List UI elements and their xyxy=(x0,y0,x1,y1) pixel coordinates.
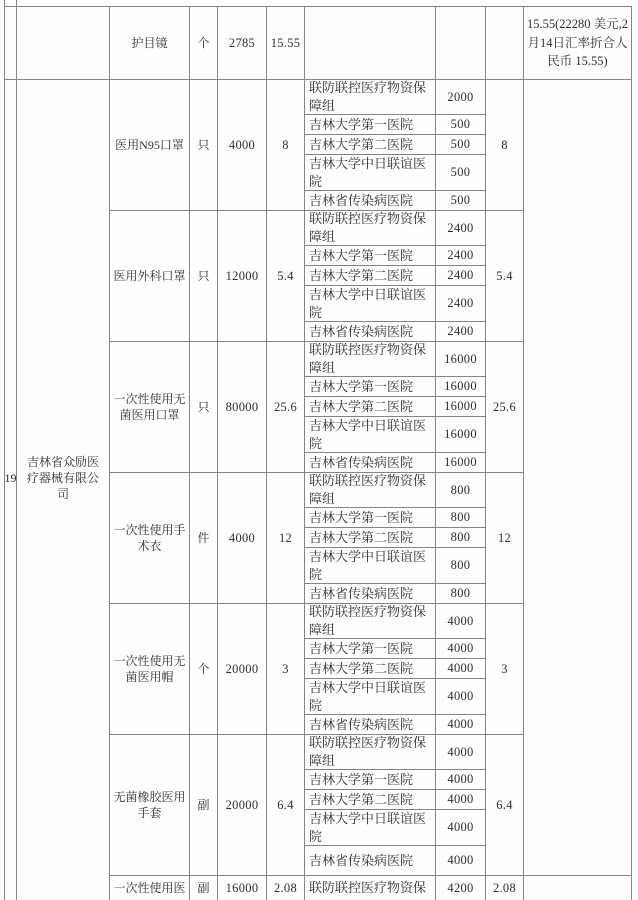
recipient-cell: 联防联控医疗物资保障组 xyxy=(305,604,436,639)
unit-price2-cell: 12 xyxy=(486,473,524,604)
recipient-cell: 吉林省传染病医院 xyxy=(305,584,436,604)
recipient-cell: 吉林省传染病医院 xyxy=(305,322,436,342)
allocation-amount-cell: 4000 xyxy=(436,770,486,790)
note-cell xyxy=(524,80,632,876)
recipient-cell: 联防联控医疗物资保障组 xyxy=(305,473,436,508)
allocation-amount-cell: 4000 xyxy=(436,679,486,715)
allocation-amount-cell: 16000 xyxy=(436,453,486,473)
unit-cell: 个 xyxy=(190,6,218,80)
recipient-cell: 吉林省传染病医院 xyxy=(305,453,436,473)
item-cell: 一次性使用医 xyxy=(110,876,190,900)
allocation-amount-cell: 800 xyxy=(436,473,486,508)
allocation-amount-cell: 800 xyxy=(436,584,486,604)
allocation-amount-cell: 2400 xyxy=(436,246,486,266)
unit-price2-cell: 5.4 xyxy=(486,211,524,342)
recipient-cell: 联防联控医疗物资保障组 xyxy=(305,342,436,377)
unit-price2-cell: 25.6 xyxy=(486,342,524,473)
recipient-cell: 吉林大学中日联谊医院 xyxy=(305,548,436,584)
allocation-amount-cell: 4000 xyxy=(436,846,486,876)
allocation-amount-cell: 500 xyxy=(436,115,486,135)
allocation-amount-cell: 2400 xyxy=(436,322,486,342)
item-cell: 医用N95口罩 xyxy=(110,80,190,211)
unit-price-cell: 12 xyxy=(267,473,305,604)
allocation-amount-cell: 500 xyxy=(436,155,486,191)
recipient-cell: 吉林大学中日联谊医院 xyxy=(305,155,436,191)
recipient-cell: 吉林大学第一医院 xyxy=(305,639,436,659)
unit-price2-cell: 3 xyxy=(486,604,524,735)
recipient-cell: 吉林大学第二医院 xyxy=(305,528,436,548)
row-number-cell: 19 xyxy=(4,80,17,900)
unit-cell: 副 xyxy=(190,735,218,876)
allocation-amount-cell: 800 xyxy=(436,548,486,584)
recipient-cell: 吉林大学第二医院 xyxy=(305,790,436,810)
item-cell: 一次性使用手术衣 xyxy=(110,473,190,604)
note-cell: 15.55(22280 美元,2月14日汇率折合人民币 15.55) xyxy=(524,6,632,80)
recipient-cell: 吉林大学中日联谊医院 xyxy=(305,679,436,715)
allocation-amount-cell: 2400 xyxy=(436,266,486,286)
recipient-cell: 吉林大学第一医院 xyxy=(305,246,436,266)
recipient-cell: 吉林大学第一医院 xyxy=(305,377,436,397)
item-cell: 无菌橡胶医用手套 xyxy=(110,735,190,876)
allocation-amount-cell: 4000 xyxy=(436,735,486,770)
recipient-cell: 联防联控医疗物资保障组 xyxy=(305,735,436,770)
quantity-cell: 2785 xyxy=(218,6,267,80)
allocation-amount-cell: 4000 xyxy=(436,715,486,735)
allocation-amount-cell: 2400 xyxy=(436,286,486,322)
allocation-amount-cell: 4000 xyxy=(436,604,486,639)
allocation-amount-cell: 2400 xyxy=(436,211,486,246)
allocation-amount-cell: 16000 xyxy=(436,397,486,417)
recipient-cell: 联防联控医疗物资保 xyxy=(305,876,436,900)
allocation-amount-cell: 800 xyxy=(436,508,486,528)
allocation-amount-cell: 500 xyxy=(436,191,486,211)
item-cell: 一次性使用无菌医用口罩 xyxy=(110,342,190,473)
allocation-amount-cell: 800 xyxy=(436,528,486,548)
unit-price-cell: 3 xyxy=(267,604,305,735)
unit-price-cell: 5.4 xyxy=(267,211,305,342)
allocation-amount-cell: 2000 xyxy=(436,80,486,115)
unit-price-cell: 2.08 xyxy=(267,876,305,900)
recipient-cell: 吉林大学第一医院 xyxy=(305,115,436,135)
unit-price-cell: 6.4 xyxy=(267,735,305,876)
allocation-amount-cell: 16000 xyxy=(436,377,486,397)
unit-price-cell: 8 xyxy=(267,80,305,211)
recipient-cell: 联防联控医疗物资保障组 xyxy=(305,80,436,115)
allocation-amount-cell: 4000 xyxy=(436,790,486,810)
item-cell: 医用外科口罩 xyxy=(110,211,190,342)
recipient-cell: 联防联控医疗物资保障组 xyxy=(305,211,436,246)
recipient-cell: 吉林大学第一医院 xyxy=(305,770,436,790)
unit-price-cell: 15.55 xyxy=(267,6,305,80)
unit-price2-cell xyxy=(486,6,524,80)
quantity-cell: 12000 xyxy=(218,211,267,342)
recipient-cell: 吉林省传染病医院 xyxy=(305,715,436,735)
allocation-amount-cell xyxy=(436,6,486,80)
recipient-cell: 吉林省传染病医院 xyxy=(305,191,436,211)
allocation-amount-cell: 16000 xyxy=(436,417,486,453)
recipient-cell: 吉林大学第一医院 xyxy=(305,508,436,528)
recipient-cell: 吉林省传染病医院 xyxy=(305,846,436,876)
company-cell: 吉林省众励医疗器械有限公司 xyxy=(17,80,110,900)
company-cell xyxy=(17,6,110,80)
quantity-cell: 20000 xyxy=(218,604,267,735)
recipient-cell: 吉林大学第二医院 xyxy=(305,397,436,417)
allocation-amount-cell: 4200 xyxy=(436,876,486,900)
quantity-cell: 16000 xyxy=(218,876,267,900)
allocation-amount-cell: 4000 xyxy=(436,639,486,659)
recipient-cell: 吉林大学中日联谊医院 xyxy=(305,417,436,453)
unit-price2-cell: 6.4 xyxy=(486,735,524,876)
quantity-cell: 4000 xyxy=(218,473,267,604)
recipient-cell xyxy=(305,6,436,80)
allocation-amount-cell: 4000 xyxy=(436,659,486,679)
unit-price2-cell: 2.08 xyxy=(486,876,524,900)
quantity-cell: 20000 xyxy=(218,735,267,876)
unit-price-cell: 25.6 xyxy=(267,342,305,473)
quantity-cell: 4000 xyxy=(218,80,267,211)
unit-cell: 件 xyxy=(190,473,218,604)
unit-price2-cell: 8 xyxy=(486,80,524,211)
unit-cell: 只 xyxy=(190,342,218,473)
recipient-cell: 吉林大学中日联谊医院 xyxy=(305,810,436,846)
item-cell: 护目镜 xyxy=(110,6,190,80)
note-cell xyxy=(524,876,632,900)
allocation-amount-cell: 16000 xyxy=(436,342,486,377)
row-number-cell xyxy=(4,6,17,80)
item-cell: 一次性使用无菌医用帽 xyxy=(110,604,190,735)
unit-cell: 副 xyxy=(190,876,218,900)
unit-cell: 个 xyxy=(190,604,218,735)
quantity-cell: 80000 xyxy=(218,342,267,473)
allocation-amount-cell: 500 xyxy=(436,135,486,155)
unit-cell: 只 xyxy=(190,80,218,211)
recipient-cell: 吉林大学第二医院 xyxy=(305,135,436,155)
unit-cell: 只 xyxy=(190,211,218,342)
recipient-cell: 吉林大学第二医院 xyxy=(305,266,436,286)
recipient-cell: 吉林大学中日联谊医院 xyxy=(305,286,436,322)
allocation-amount-cell: 4000 xyxy=(436,810,486,846)
recipient-cell: 吉林大学第二医院 xyxy=(305,659,436,679)
